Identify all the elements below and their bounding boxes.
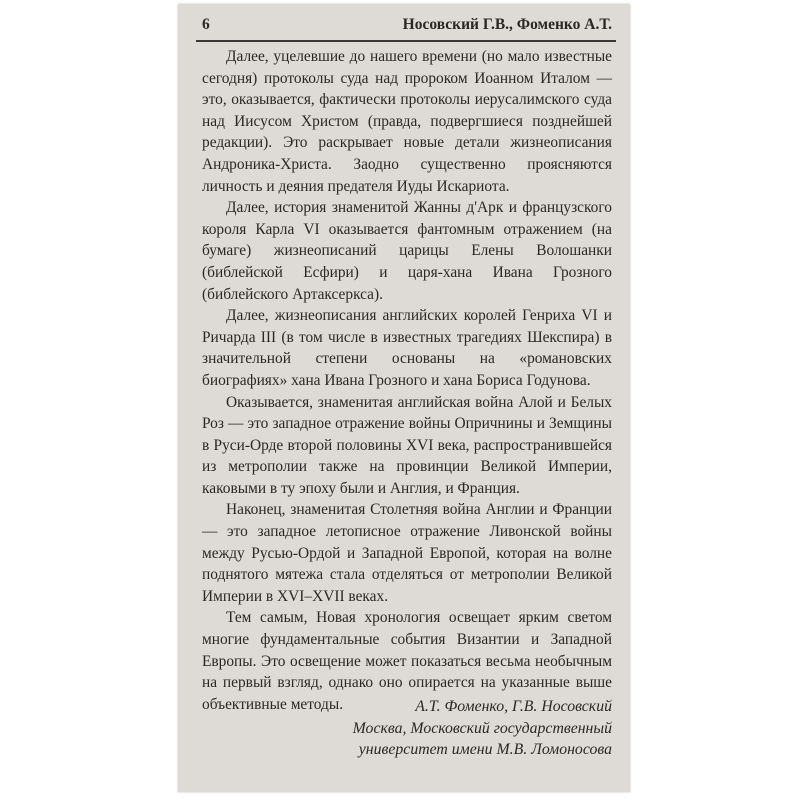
page-body <box>202 46 612 715</box>
paragraph: Далее, история знаменитой Жанны д'Арк и французского короля Карла VI оказывается фантомным отражением (на бумаге) жизнеописаний царицы Елены Волошанки (библейской Есфири) и царя-хана Ивана Грозного (библейского Артаксеркса). <box>202 199 612 303</box>
signature-authors: А.Т. Фоменко, Г.В. Носовский <box>415 698 612 715</box>
page-number: 6 <box>202 16 210 33</box>
signature-place: Москва, Московский государственный <box>352 719 612 737</box>
running-title: Носовский Г.В., Фоменко А.Т. <box>402 16 612 33</box>
paragraph: Далее, жизнеописания английских королей Генриха VI и Ричарда III (в том числе в известных трагедиях Шекспира) в значительной степени основаны на «романовских биографиях» хана Ивана Грозного и хана Бориса Годунова. <box>202 307 612 389</box>
signature-institution: университет имени М.В. Ломоносова <box>358 741 612 758</box>
paragraph: Тем самым, Новая хронология освещает ярким светом многие фундаментальные события Византии и Западной Европы. Это освещение может показаться весьма необычным на первый взгляд, однако оно опирается на указанные выше объективные методы. <box>202 609 612 713</box>
signature-block <box>353 696 612 761</box>
header-rule <box>196 40 616 42</box>
paragraph: Оказывается, знаменитая английская война Алой и Белых Роз — это западное отражение войны Опричнины и Земщины в Руси-Орде второй половины XVI века, распространившейся из метрополии также на провинции Великой Империи, каковыми в ту эпоху были и Англия, и Франция. <box>202 393 612 497</box>
page-header <box>202 16 612 34</box>
paragraph: Далее, уцелевшие до нашего времени (но мало известные сегодня) протоколы суда над пророком Иоанном Италом — это, оказывается, фактически протоколы иерусалимского суда над Иисусом Христом (правда, подвергшиеся позднейшей редакции). Это раскрывает новые детали жизнеописания Андроника-Христа. Заодно существенно проясняются личность и деяния предателя Иуды Искариота. <box>202 48 612 195</box>
book-page <box>178 4 630 792</box>
paragraph: Наконец, знаменитая Столетняя война Англии и Франции — это западное летописное отражение Ливонской войны между Русью-Ордой и Западной Европой, которая на волне поднятого мятежа стала отделяться от метрополии Великой Империи в XVI–XVII веках. <box>202 501 612 605</box>
